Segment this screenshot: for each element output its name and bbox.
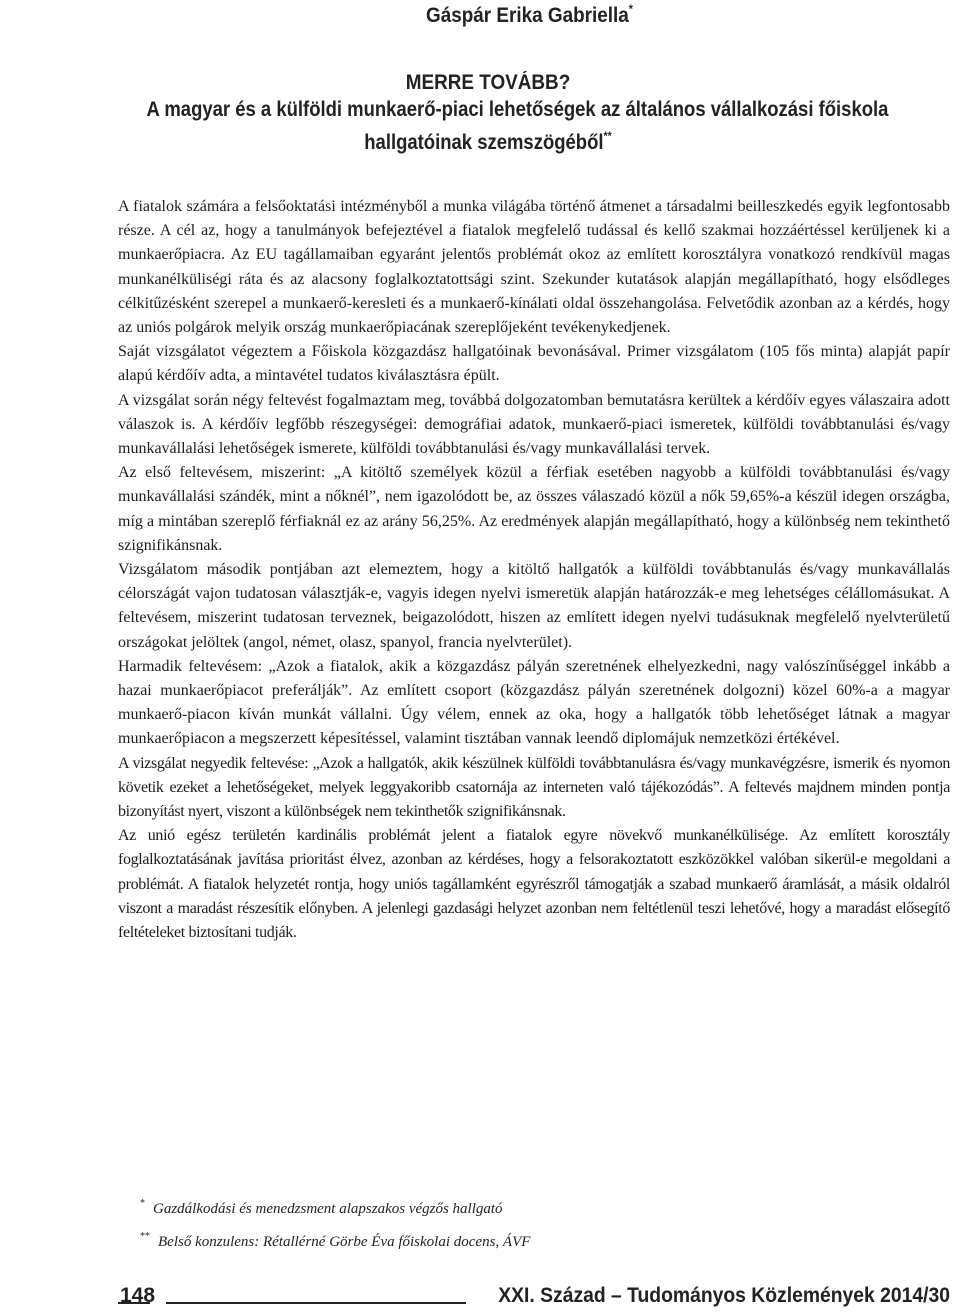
footer-rule-middle	[166, 1302, 466, 1304]
footnote-2-mark: **	[140, 1231, 150, 1242]
paragraph-7: A vizsgálat negyedik feltevése: „Azok a hallgatók, akik készülnek külföldi továbbtanulásra és/vagy munkavégzésre, ismerik és nyomon követik ezeket a lehetőségeket, melyek leggyakoribb csatornája az interneten való tájékozódás”. A feltevés majdnem minden pontja bizonyítást nyert, viszont a különbségek nem tekinthetők szignifikánsnak.	[118, 754, 950, 821]
footnote-1-text: Gazdálkodási és menedzsment alapszakos végzős hallgató	[153, 1201, 503, 1217]
title-line-3: hallgatóinak szemszögéből**	[364, 129, 612, 154]
paragraph-8: Az unió egész területén kardinális problémát jelent a fiatalok egyre növekvő munkanélkülisége. Az említett korosztály foglalkoztatásának javítása prioritást élvez, azonban az kérdéses, hogy a felsorakoztatott eszközökkel valóban sikerül-e megoldani a problémát. A fiatalok helyzetét rontja, hogy uniós tagállamként egyrészről támogatják a szabad munkaerő áramlását, a másik oldalról viszont a maradást részesítik előnyben. A jelenlegi gazdasági helyzet azonban nem feltétlenül teszi lehetővé, hogy a maradást elősegítő feltételeket biztosítani tudják.	[118, 827, 950, 942]
title-line-1: MERRE TOVÁBB?	[405, 71, 571, 94]
paragraph-3: A vizsgálat során négy feltevést fogalmaztam meg, továbbá dolgozatomban bemutatásra kerültek a kérdőív egyes válaszaira adott válaszok is. A kérdőív legfőbb részegységei: demográfiai adatok, munkaerő-piaci ismeretek, külföldi továbbtanulási és/vagy munkavállalási lehetőségek ismerete, külföldi továbbtanulási és/vagy munkavállalási tervek.	[118, 391, 950, 458]
paragraph-6: Harmadik feltevésem: „Azok a fiatalok, akik a közgazdász pályán szeretnének elhelyezkedni, nagy valószínűséggel inkább a hazai munkaerőpiacot preferálják”. Az említett csoport (közgazdász pályán szeretnének dolgozni) közel 60%-a a magyar munkaerő-piacon kíván munkát vállalni. Úgy vélem, ennek az oka, hogy a hallgatók több lehetőséget látnak a magyar munkaerőpiacon a megszerzett képesítéssel, valamint tisztában vannak leendő diplomájuk nemzetközi értékével.	[118, 657, 950, 748]
article-body	[118, 195, 950, 945]
title-footnote-mark: **	[603, 129, 612, 143]
paragraph-1: A fiatalok számára a felsőoktatási intézményből a munka világába történő átmenet a társadalmi beilleszkedés egyik legfontosabb része. A cél az, hogy a tanulmányok befejeztével a fiatalok megfelelő tudással és kellő szakmai hozzáértéssel kerüljenek ki a munkaerőpiacra. Az EU tagállamaiban egyaránt jelentős problémát okoz az említett korosztályra vonatkozó rendkívül magas munkanélküliségi ráta és az alacsony foglalkoztatottsági szint. Szekunder kutatások alapján megállapítható, hogy elsődleges célkitűzésként szerepel a munkaerő-keresleti és a munkaerő-kínálati oldal összehangolása. Felvetődik azonban az a kérdés, hogy az uniós polgárok melyik ország munkaerőpiacának szereplőjeként tevékenykedjenek.	[118, 198, 950, 337]
paragraph-4: Az első feltevésem, miszerint: „A kitöltő személyek közül a férfiak esetében nagyobb a külföldi továbbtanulási és/vagy munkavállalási szándék, mint a nőknél”, nem igazolódott be, az összes válaszadó közül a nők 59,65%-a készül idegen országba, míg a mintában szereplő férfiaknál ez az arány 56,25%. Az eredmények alapján megállapítható, hogy a különbség nem tekinthető szignifikánsnak.	[118, 464, 950, 554]
footnotes	[140, 1194, 900, 1260]
footnote-1-mark: *	[140, 1198, 145, 1209]
author-footnote-mark: *	[628, 2, 633, 16]
title-line-2: A magyar és a külföldi munkaerő-piaci lehetőségek az általános vállalkozási főiskola	[146, 98, 889, 121]
journal-name: XXI. Század – Tudományos Közlemények 2014/30	[498, 1284, 950, 1307]
page-number: 148	[120, 1284, 156, 1307]
article-title	[100, 70, 889, 156]
footnote-2	[140, 1227, 900, 1252]
footnote-1	[140, 1194, 900, 1219]
author-name: Gáspár Erika Gabriella*	[426, 2, 633, 27]
paragraph-2: Saját vizsgálatot végeztem a Főiskola közgazdász hallgatóinak bevonásával. Primer vizsgálatom (105 fős minta) alapját papír alapú kérdőív adta, a mintavétel tudatos kiválasztásra épült.	[118, 343, 950, 385]
footnote-2-text: Belső konzulens: Rétallérné Görbe Éva főiskolai docens, ÁVF	[158, 1234, 531, 1250]
paragraph-5: Vizsgálatom második pontjában azt elemeztem, hogy a kitöltő hallgatók a külföldi továbbtanulás és/vagy munkavállalás célországát vajon tudatosan választják-e, vagyis idegen nyelvi ismeretük alapján határozzák-e meg lehetséges célállomásukat. A feltevésem, miszerint tudatosan terveznek, beigazolódott, hiszen az említett idegen nyelvi tudásuknak megfelelő nyelvterületű országokat jelöltek (angol, német, olasz, spanyol, francia nyelvterület).	[118, 561, 950, 651]
